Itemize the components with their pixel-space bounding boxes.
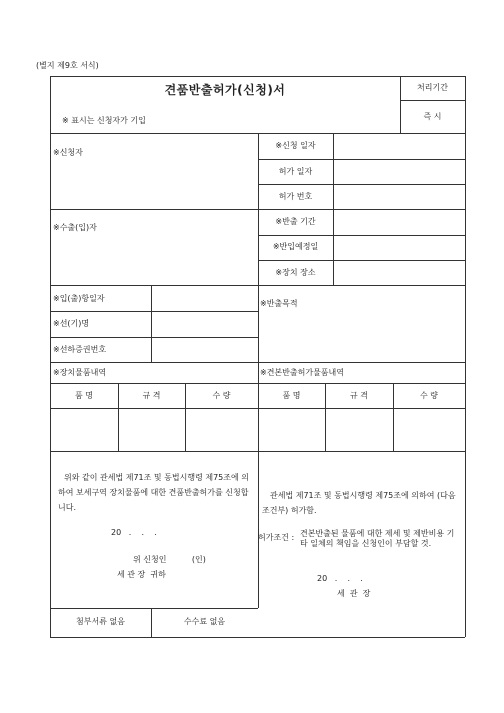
column-quantity: 수 량 (420, 391, 438, 400)
column-spec: 규 격 (142, 391, 161, 400)
ship-name-label: ※선(기)명 (53, 319, 90, 328)
processing-period-label: 처리기간 (417, 83, 448, 92)
purpose-label: ※반출목적 (260, 299, 298, 308)
bl-number-label: ※선하증권번호 (53, 345, 107, 354)
storage-items-label: ※장치물품내역 (53, 368, 107, 377)
column-item-name: 품 명 (75, 391, 93, 400)
column-spec: 규 격 (350, 391, 368, 400)
customs-authority: 세 관 장 (337, 589, 371, 598)
form-title: 견품반출허가(신청)서 (164, 83, 286, 97)
return-date-label: ※반입예정일 (272, 242, 319, 251)
permit-date: 20 . . . (317, 574, 363, 583)
permit-date-label: 허가 일자 (278, 167, 313, 176)
form-number: (별지 제9호 서식) (36, 61, 99, 70)
frame-bottom (50, 637, 465, 638)
application-date-label: ※신청 일자 (275, 141, 316, 150)
permit-condition-text: 견본반출된 물품에 대한 제세 및 제반비용 기타 일체의 책임을 신청인이 부담할 것. (300, 529, 455, 548)
removal-period-label: ※반출 기간 (275, 217, 316, 226)
attachments-label: 첨부서류 없음 (76, 617, 125, 626)
column-item-name: 품 명 (282, 391, 301, 400)
fee-label: 수수료 없음 (183, 617, 226, 626)
column-quantity: 수 량 (212, 391, 231, 400)
exporter-label: ※수출(입)자 (53, 223, 97, 232)
processing-period-value: 즉 시 (423, 112, 442, 121)
port-date-label: ※입(출)항일자 (53, 294, 105, 303)
frame-right (465, 76, 466, 637)
permit-number-label: 허가 번호 (278, 192, 313, 201)
applicant-label: ※신청자 (53, 148, 83, 157)
application-statement: 위와 같이 관세법 제71조 및 동법시행령 제75조에 의하여 보세구역 장치물품에 대한 견품반출허가를 신청합니다. (58, 473, 249, 512)
frame-left (50, 76, 51, 637)
frame-top (50, 76, 465, 77)
note-text: ※ 표시는 신청자가 기입 (62, 116, 146, 125)
storage-place-label: ※장치 장소 (275, 268, 316, 277)
applicant-signature: 위 신청인 (인) (133, 555, 206, 564)
permit-statement: 관세법 제71조 및 동법시행령 제75조에 의하여 (다음 조건부) 허가함. (262, 491, 456, 515)
sample-items-label: ※견본반출허가물품내역 (260, 368, 344, 377)
permit-condition-label: 허가조건 : (258, 533, 295, 542)
recipient-line: 세 관 장 귀하 (117, 570, 166, 579)
application-date: 20 . . . (111, 528, 157, 537)
